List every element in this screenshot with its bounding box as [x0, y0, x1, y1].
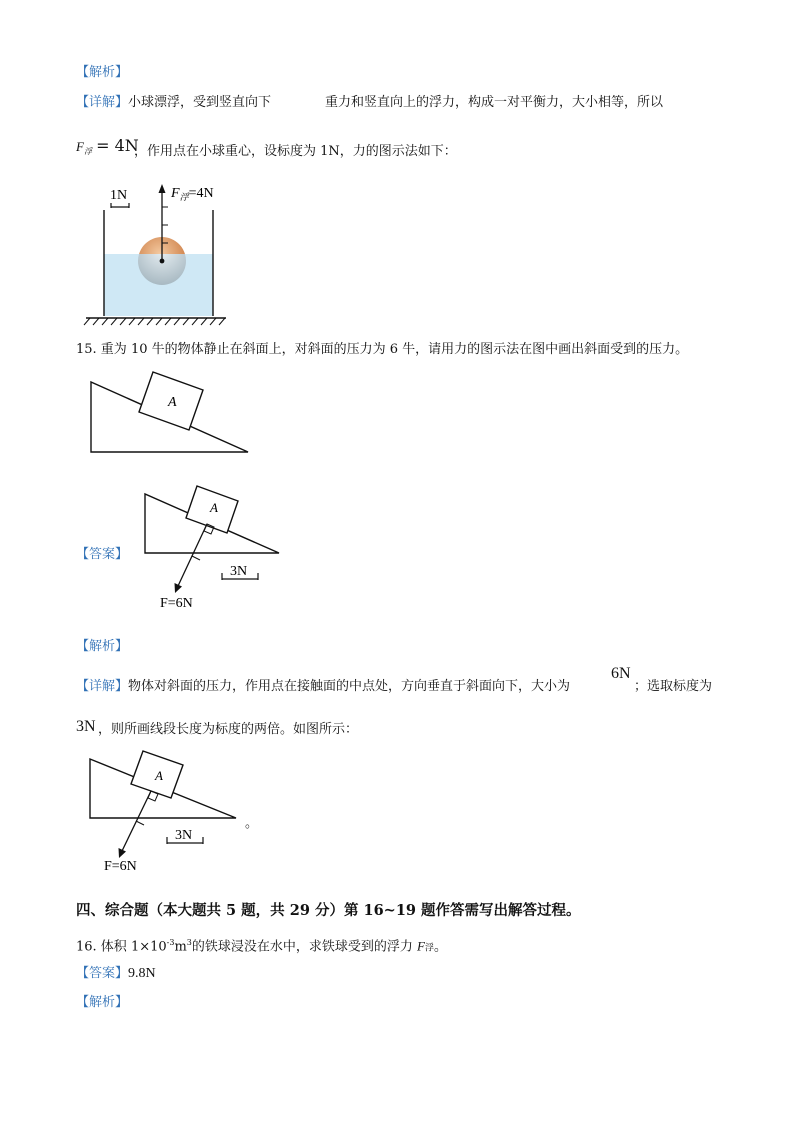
formula-F: F [76, 139, 84, 154]
scale-label-3n-b: 3N [175, 828, 193, 843]
q15-detail-value2: 3N [76, 718, 96, 735]
block-label-q: A [168, 395, 177, 410]
detail-tag-q15: 【详解】 [76, 679, 129, 694]
q14-after-formula: ，作用点在小球重心，设标度为 1N，力的图示法如下： [134, 144, 457, 159]
q16-answer-value: 9.8N [128, 966, 156, 981]
force-label-a: F=6N [160, 596, 193, 611]
detail-tag: 【详解】 [76, 95, 129, 110]
svg-text:A: A [210, 500, 218, 515]
analysis-tag-q15: 【解析】 [76, 639, 129, 654]
formula-sub: 浮 [83, 147, 92, 156]
section4-heading: 四、综合题（本大题共 5 题，共 29 分）第 16~19 题作答需写出解答过程。 [76, 902, 581, 919]
scale-label-1n: 1N [110, 188, 128, 203]
q16-answer [76, 965, 156, 983]
q16-question: 16. 体积 $1\times 10^{-3}m^3$的铁球浸没在水中，求铁球受到的浮力 F浮。 [76, 938, 448, 955]
buoyancy-label: $F_浮=4N$ [171, 186, 214, 202]
q15-question: 15. 重为 10 牛的物体静止在斜面上，对斜面的压力为 6 牛，请用力的图示法在图中画出斜面受到的压力。 [76, 342, 689, 357]
answer-tag-q16: 【答案】 [76, 966, 129, 981]
svg-text:A: A [155, 768, 163, 783]
q15-end-mark: 。 [245, 816, 259, 831]
answer-tag-q15: 【答案】 [76, 547, 129, 562]
q15-detail-text: 物体对斜面的压力，作用点在接触面的中点处，方向垂直于斜面向下，大小为 [128, 679, 571, 694]
analysis-tag: 【解析】 [76, 65, 129, 80]
q15-detail-text2: ，则所画线段长度为标度的两倍。如图所示： [98, 722, 359, 737]
formula-value: = 4N [96, 136, 139, 155]
analysis-tag-q16: 【解析】 [76, 995, 129, 1010]
scale-label-3n-a: 3N [230, 564, 248, 579]
q15-detail-after: ；选取标度为 [634, 679, 713, 694]
force-label-b: F=6N [104, 859, 137, 874]
q15-detail-value: 6N [611, 665, 631, 682]
q14-detail-text2: 重力和竖直向上的浮力，构成一对平衡力，大小相等，所以 [325, 95, 664, 110]
q14-detail-text: 小球漂浮，受到竖直向下 [128, 95, 272, 110]
